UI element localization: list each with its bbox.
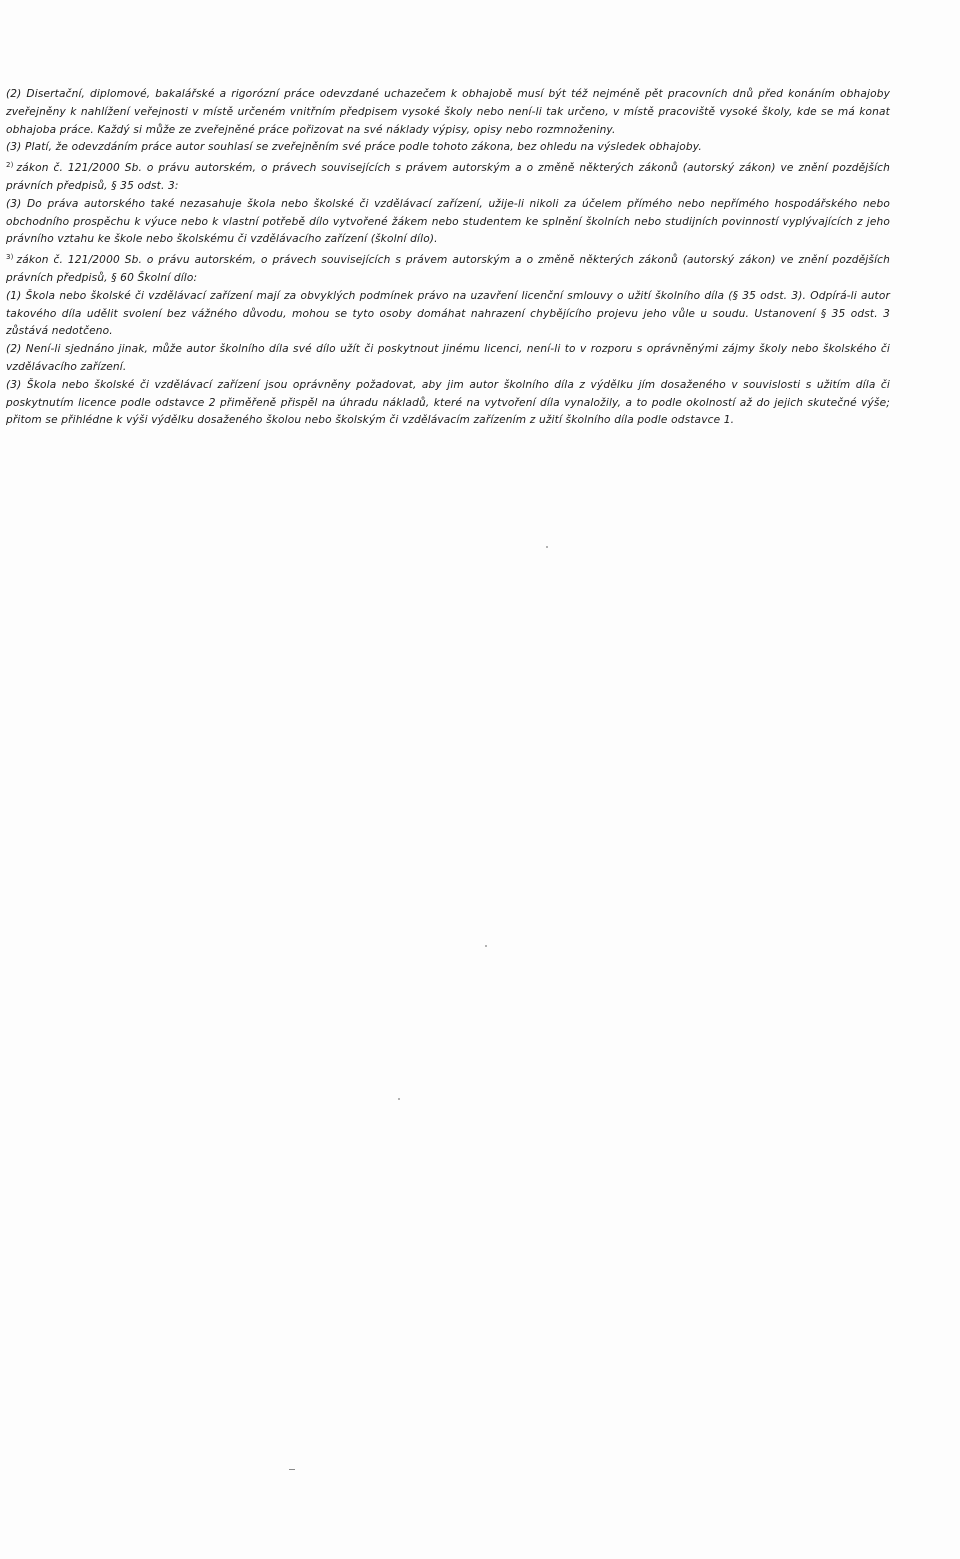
paragraph-license-right: (1) Škola nebo školské či vzdělávací zařízení mají za obvyklých podmínek právo na uzavření licenční smlouvy o užití školního díla (§ 35 odst. 3). Odpírá-li autor takového díla udělit svolení bez vážného důvodu, mohou se tyto osoby domáhat nahrazení chybějícího projevu jeho vůle u soudu. Ustanovení § 35 odst. 3 zůstává nedotčeno.	[6, 289, 890, 338]
paragraph-consent: (3) Platí, že odevzdáním práce autor souhlasí se zveřejněním své práce podle tohoto zákona, bez ohledu na výsledek obhajoby.	[6, 141, 702, 154]
footnote-3-marker: 3)	[6, 253, 14, 262]
paragraph-disclosure: (2) Disertační, diplomové, bakalářské a rigorózní práce odevzdané uchazečem k obhajobě musí být též nejméně pět pracovních dnů před konáním obhajoby zveřejněny k nahlížení veřejnosti v místě určeném vnitřním předpisem vysoké školy nebo není-li tak určeno, v místě pracoviště vysoké školy, kde se má konat obhajoba práce. Každý si může ze zveřejněné práce pořizovat na své náklady výpisy, opisy nebo rozmnoženiny.	[6, 88, 890, 136]
paragraph-cost-contribution: (3) Škola nebo školské či vzdělávací zařízení jsou oprávněny požadovat, aby jim autor školního díla z výdělku jím dosaženého v souvislosti s užitím díla či poskytnutím licence podle odstavce 2 přiměřeně přispěl na úhradu nákladů, které na vytvoření díla vynaložily, a to podle okolností až do jejich skutečné výše; přitom se přihlédne k výši výdělku dosaženého školou nebo školským či vzdělávacím zařízením z užití školního díla podle odstavce 1.	[6, 378, 890, 427]
paragraph-school-work-definition: (3) Do práva autorského také nezasahuje škola nebo školské či vzdělávací zařízení, užije-li nikoli za účelem přímého nebo nepřímého hospodářského nebo obchodního prospěchu k výuce nebo k vlastní potřebě dílo vytvořené žákem nebo studentem ke splnění školních nebo studijních povinností vyplývajících z jeho právního vztahu ke škole nebo školskému či vzdělávacího zařízení (školní dílo).	[6, 197, 890, 246]
paragraph-author-use: (2) Není-li sjednáno jinak, může autor školního díla své dílo užít či poskytnout jinému licenci, není-li to v rozporu s oprávněnými zájmy školy nebo školského či vzdělávacího zařízení.	[6, 343, 890, 373]
scan-speck	[398, 1098, 400, 1100]
footnote-3: $^{3)}$ zákon č. 121/2000 Sb. o právu autorském, o právech souvisejících s právem autorským a o změně některých zákonů (autorský zákon) ve znění pozdějších právních předpisů, § 60 Školní dílo:	[6, 253, 890, 284]
footnote-2-marker: 2)	[6, 161, 14, 170]
legal-text-block	[6, 86, 890, 430]
scan-speck	[546, 546, 548, 548]
footnote-2: $^{2)}$ zákon č. 121/2000 Sb. o právu autorském, o právech souvisejících s právem autorským a o změně některých zákonů (autorský zákon) ve znění pozdějších právních předpisů, § 35 odst. 3:	[6, 161, 890, 192]
scan-speck	[485, 945, 487, 947]
scan-mark	[289, 1469, 295, 1470]
